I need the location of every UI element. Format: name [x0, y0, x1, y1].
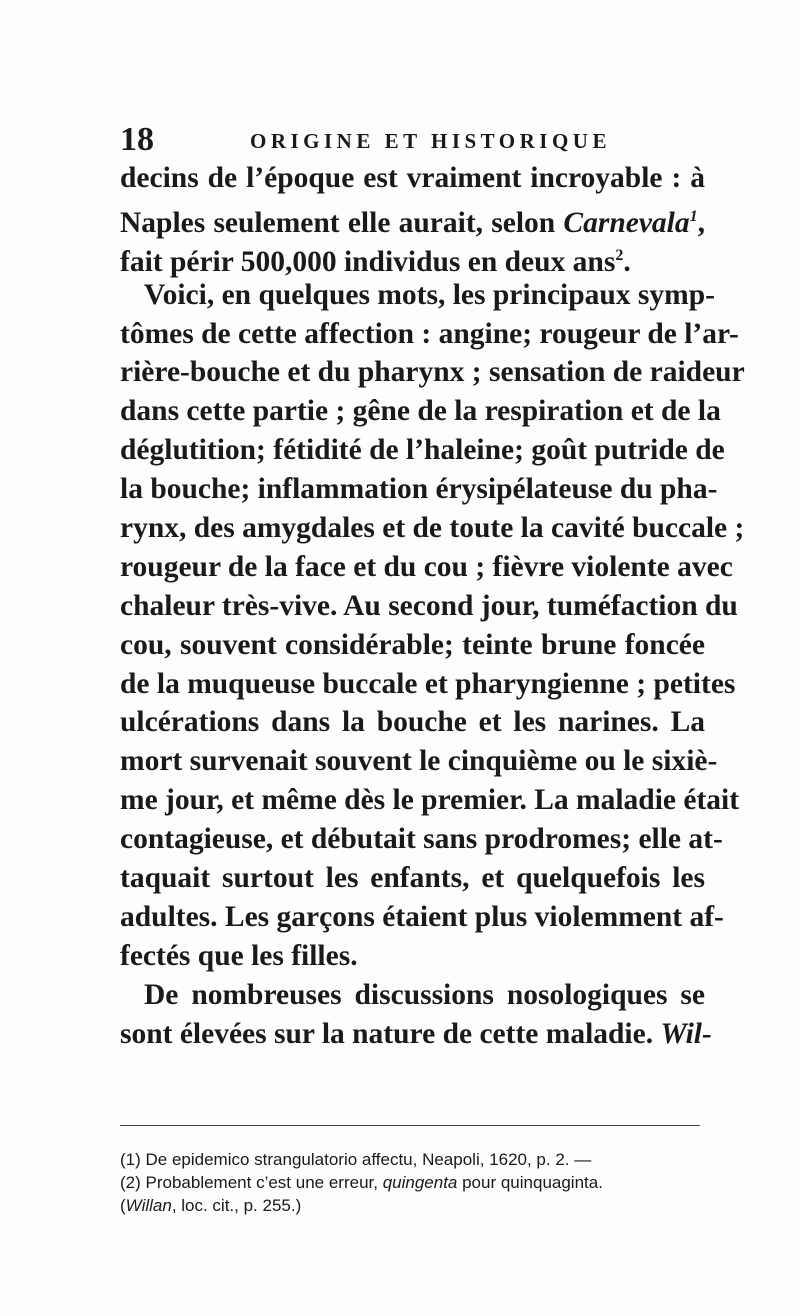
text-line: rière-bouche et du pharynx ; sensation de raideur: [120, 356, 745, 389]
footnote-3: (Willan, loc. cit., p. 255.): [120, 1196, 302, 1215]
body-text: [120, 159, 745, 1053]
text-line: rynx, des amygdales et de toute la cavité buccale ;: [120, 512, 745, 545]
text-line: fectés que les filles.: [120, 939, 358, 972]
text-line: dans cette partie ; gêne de la respiration et de la: [120, 395, 721, 428]
text-line: fait périr 500,000 individus en deux ans$^2$.: [120, 245, 631, 278]
text-line: sont élevées sur la nature de cette maladie. Wil-: [120, 1017, 712, 1050]
footnote-ref: 2: [615, 246, 624, 264]
text-line: tômes de cette affection : angine; rougeur de l’ar-: [120, 317, 739, 350]
running-head: ORIGINE ET HISTORIQUE: [250, 129, 611, 153]
text-line: contagieuse, et débutait sans prodromes; elle at-: [120, 823, 723, 856]
text-line: taquait surtout les enfants, et quelquefois les: [120, 862, 705, 895]
author-name: Wil-: [660, 1017, 712, 1050]
page-header: [120, 120, 700, 160]
text-line: me jour, et même dès le premier. La maladie était: [120, 784, 740, 817]
text-line: chaleur très-vive. Au second jour, tuméfaction du: [120, 589, 738, 622]
footnote-ref: 1: [689, 207, 698, 225]
page-number: 18: [120, 121, 154, 158]
text-line: De nombreuses discussions nosologiques se: [144, 978, 705, 1011]
text-line: déglutition; fétidité de l’haleine; goût putride de: [120, 434, 725, 467]
text-line: de la muqueuse buccale et pharyngienne ; petites: [120, 667, 736, 700]
text-line: mort survenait souvent le cinquième ou le sixiè-: [120, 745, 718, 778]
text-line: adultes. Les garçons étaient plus violemment af-: [120, 900, 724, 933]
text-line: la bouche; inflammation érysipélateuse du pha-: [120, 473, 718, 506]
footnote-divider: [120, 1125, 700, 1126]
footnotes: [120, 1148, 705, 1217]
text-line: ulcérations dans la bouche et les narines. La: [120, 706, 705, 739]
text-line: cou, souvent considérable; teinte brune foncée: [120, 628, 705, 661]
text-line: Voici, en quelques mots, les principaux symp-: [144, 278, 715, 311]
text-line: decins de l’époque est vraiment incroyable : à: [120, 162, 705, 194]
text-line: Naples seulement elle aurait, selon Carnevala$^1$,: [120, 206, 705, 239]
text-line: rougeur de la face et du cou ; fièvre violente avec: [120, 550, 733, 583]
footnote-2: (2) Probablement c’est une erreur, quingenta pour quinquaginta.: [120, 1173, 603, 1192]
footnote-1: (1) De epidemico strangulatorio affectu, Neapoli, 1620, p. 2. —: [120, 1150, 592, 1169]
author-name: Carnevala: [563, 206, 690, 239]
